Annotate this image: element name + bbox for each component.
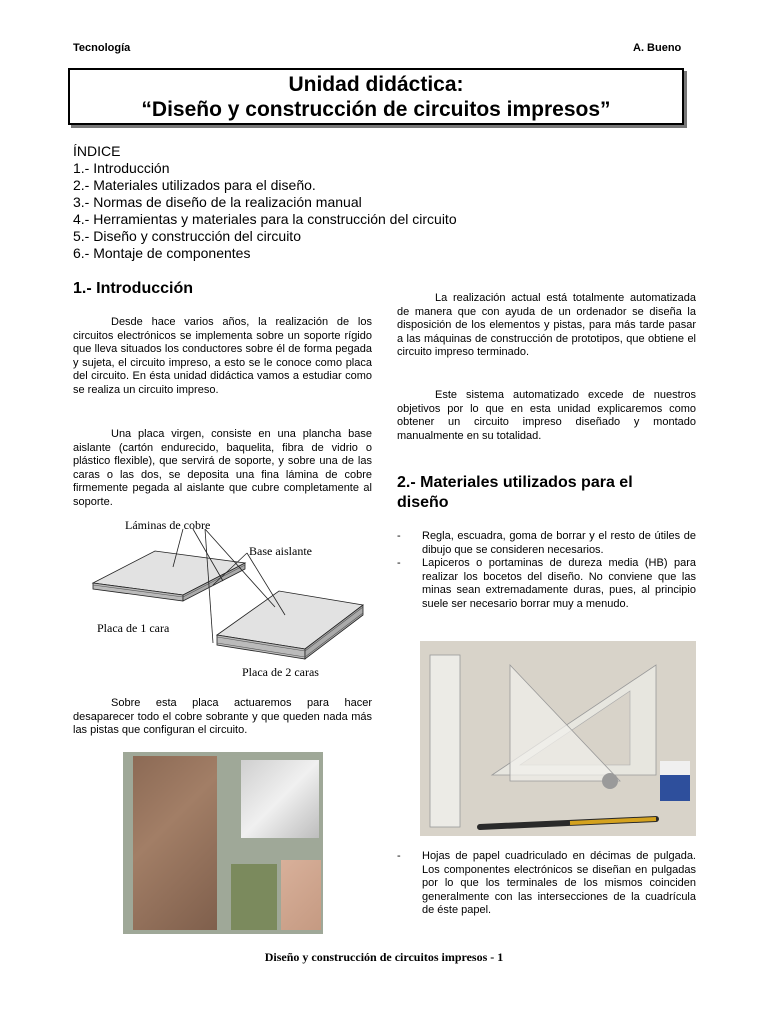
list-item: [397, 557, 696, 611]
bullet-dash: -: [397, 557, 401, 570]
bullet-dash: -: [397, 530, 401, 542]
section2-list-2: [397, 850, 696, 918]
drawing-tools-photo: [420, 641, 696, 836]
paragraph: La realización actual está totalmente automatizada de manera que con ayuda de un ordenador se diseña la disposición de los elementos y pistas, para más tarde pasar a las máquinas de construcción de prototipos, que obtiene el circuito impreso terminado.: [397, 292, 696, 359]
paragraph: Este sistema automatizado excede de nuestros objetivos por lo que en esta unidad explicaremos como obtener un circuito impreso diseñado y montado manualmente en su totalidad.: [397, 389, 696, 442]
bullet-dash: -: [397, 850, 401, 862]
title-line-1: Unidad didáctica:: [288, 73, 464, 96]
paragraph: Sobre esta placa actuaremos para hacer desaparecer todo el cobre sobrante y que queden nada más las pistas que configuran el circuito.: [73, 697, 372, 737]
copper-boards-photo: [123, 752, 323, 934]
section1-intro: [73, 316, 372, 398]
section2-list: [397, 530, 696, 612]
list-item: [397, 850, 696, 918]
section1-automatizada: [397, 292, 696, 360]
header-subject: Tecnología: [73, 42, 131, 54]
section1-heading: 1.- Introducción: [73, 280, 193, 297]
title-line-2: “Diseño y construcción de circuitos impresos”: [141, 98, 611, 121]
list-item-text: Regla, escuadra, goma de borrar y el resto de útiles de dibujo que se consideren necesarios.: [422, 530, 696, 556]
label-copper: Láminas de cobre: [125, 518, 211, 532]
aluminum-board: [241, 760, 319, 838]
section2-heading: 2.- Materiales utilizados para el diseño: [397, 474, 633, 511]
section1-sistema: [397, 389, 696, 443]
index-item: 4.- Herramientas y materiales para la construcción del circuito: [73, 211, 457, 227]
paragraph: Una placa virgen, consiste en una plancha base aislante (cartón endurecido, baquelita, fibra de vidrio o plástico flexible), que servirá de soporte, y sobre una de las caras o las dos, se deposita una fina lámina de cobre firmemente pegada al aislante que cubre completamente al soporte.: [73, 428, 372, 508]
label-base: Base aislante: [249, 544, 312, 558]
section1-sobrante: [73, 697, 372, 738]
small-copper-board: [281, 860, 321, 930]
list-item-text: Hojas de papel cuadriculado en décimas de pulgada. Los componentes electrónicos se diseñan en pulgadas por lo que los terminales de los mismos coinciden generalmente con las intersecciones de la cuadrícula de éste papel.: [422, 850, 696, 917]
index-item: 1.- Introducción: [73, 160, 170, 176]
title-box: [68, 68, 684, 125]
list-item-text: Lapiceros o portaminas de dureza media (HB) para realizar los bocetos del diseño. No conviene que las minas sean extremadamente duras, pues, al principio suele ser necesario borrar muy a menudo.: [422, 557, 696, 610]
green-board: [231, 864, 277, 930]
page-footer: Diseño y construcción de circuitos impresos - 1: [264, 950, 504, 964]
index-item: 5.- Diseño y construcción del circuito: [73, 228, 301, 244]
index: [73, 143, 457, 262]
label-one-side: Placa de 1 cara: [97, 621, 170, 635]
header-author: A. Bueno: [633, 42, 682, 54]
list-item: [397, 530, 696, 557]
index-item: 3.- Normas de diseño de la realización manual: [73, 194, 362, 210]
label-two-sides: Placa de 2 caras: [242, 665, 319, 679]
paragraph: Desde hace varios años, la realización de los circuitos electrónicos se implementa sobre un soporte rígido que lleva situados los conductores sobre él de forma pegada y sujeta, el circuito impreso, a esto se le conoce como placa del circuito. En ésta unidad didáctica vamos a estudiar como se realiza un circuito impreso.: [73, 316, 372, 396]
index-item: 2.- Materiales utilizados para el diseño.: [73, 177, 316, 193]
index-heading: ÍNDICE: [73, 143, 121, 159]
index-item: 6.- Montaje de componentes: [73, 245, 251, 261]
large-copper-board: [133, 756, 217, 930]
section1-placa: [73, 428, 372, 510]
pcb-diagram: [85, 515, 375, 685]
